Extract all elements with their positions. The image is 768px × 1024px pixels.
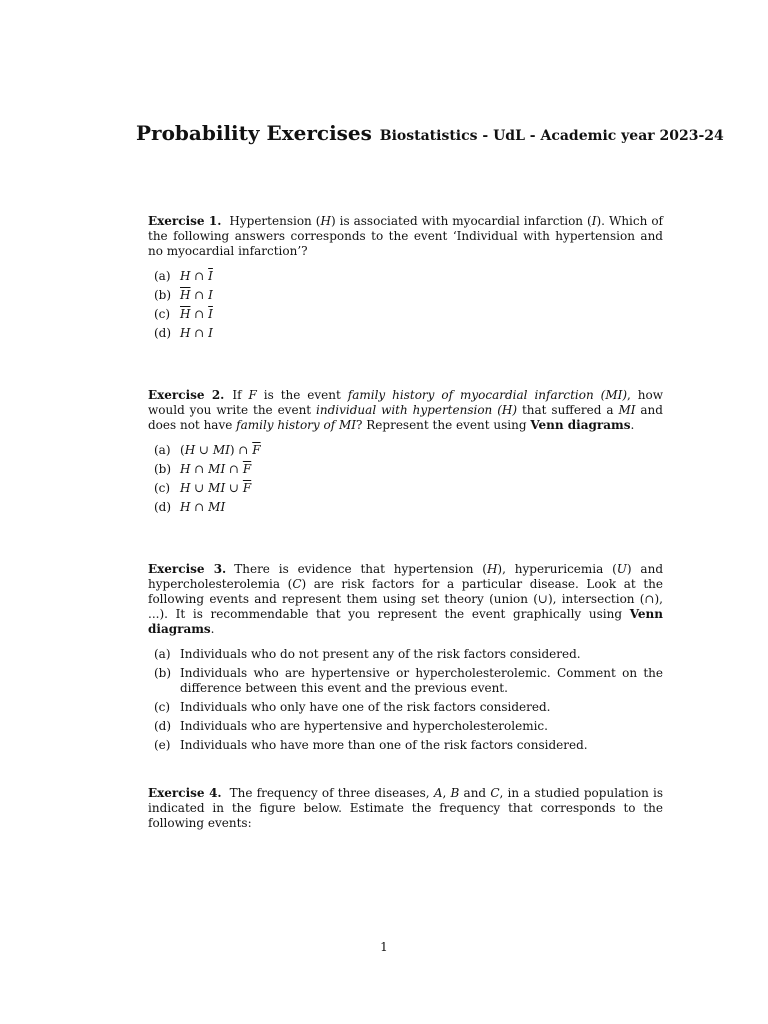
exercise-4	[148, 786, 663, 831]
text-emphasis: individual with hypertension (	[316, 403, 502, 417]
math-op: ) ∩	[229, 443, 253, 457]
text-run: ,	[442, 786, 451, 800]
text-run: , in a studied population is indicated in the figure below. Estimate the frequency that corresponds to the following events:	[148, 786, 664, 830]
keyword-bold: Venn diagrams	[530, 418, 631, 432]
exercise-3	[148, 562, 663, 757]
option-item	[148, 719, 663, 734]
math-var: MI	[212, 443, 230, 457]
option-label: (d)	[154, 326, 172, 340]
option-label: (a)	[154, 269, 171, 283]
exercise-2-options	[148, 443, 663, 515]
exercise-2-heading: Exercise 2.	[148, 388, 225, 402]
exercise-4-heading: Exercise 4.	[148, 786, 222, 800]
option-item	[148, 666, 663, 696]
math-var: MI	[208, 462, 226, 476]
exercise-3-options	[148, 647, 663, 753]
text-run: ). Which of the following answers corresponds to the event ‘Individual with hypertension and no myocardial infarction’?	[148, 214, 663, 258]
math-var: MI	[338, 418, 357, 432]
math-var-complement: $\overline{I}$	[208, 307, 213, 321]
option-label: (b)	[154, 462, 172, 476]
math-var: MI	[208, 481, 226, 495]
math-var: C	[490, 786, 500, 800]
text-emphasis: family history of myocardial infarction (	[347, 388, 606, 402]
option-math	[180, 269, 663, 284]
text-run: ) are risk factors for a particular disease. Look at the following events and represent them using set theory (union (∪), intersection (∩), ...). It is recommendable that you represent the event graphically using	[148, 577, 663, 621]
math-var: MI	[618, 403, 636, 417]
option-label: (c)	[154, 307, 171, 321]
math-var: H	[501, 403, 513, 417]
math-var: U	[616, 562, 627, 576]
option-math	[180, 307, 663, 322]
math-var: H	[180, 481, 191, 495]
math-var: MI	[208, 500, 226, 514]
text-run: that suffered a	[517, 403, 619, 417]
text-emphasis: )	[512, 403, 518, 417]
option-item	[148, 443, 663, 458]
option-text: Individuals who do not present any of the risk factors considered.	[180, 647, 581, 661]
exercise-3-statement	[148, 562, 663, 637]
text-run: The frequency of three diseases,	[229, 786, 434, 800]
text-run: and does not have	[148, 403, 663, 432]
math-var-complement: $\overline{F}$	[242, 481, 252, 495]
math-var: H	[320, 214, 331, 228]
exercise-1-heading: Exercise 1.	[148, 214, 222, 228]
option-label: (b)	[154, 288, 172, 302]
math-var: H	[180, 462, 191, 476]
math-op: ∩	[190, 326, 209, 340]
math-op: ∩	[190, 269, 209, 283]
option-text: Individuals who are hypertensive or hypercholesterolemic. Comment on the difference between this event and the previous event.	[180, 666, 663, 695]
math-op: ∩	[190, 462, 209, 476]
math-var-complement: $\overline{H}$	[180, 288, 191, 302]
option-math	[180, 288, 663, 303]
option-item	[148, 307, 663, 322]
math-var-complement: $\overline{F}$	[252, 443, 261, 457]
text-run: , how would you write the event	[148, 388, 664, 417]
text-run: ) is associated with myocardial infarction (	[330, 214, 592, 228]
option-item	[148, 500, 663, 515]
exercise-1-options	[148, 269, 663, 341]
math-op: (	[180, 443, 185, 457]
text-emphasis: )	[622, 388, 628, 402]
option-label: (e)	[154, 738, 171, 752]
text-run: ) and hypercholesterolemia (	[148, 562, 663, 591]
option-item	[148, 326, 663, 341]
page-number: 1	[380, 940, 388, 954]
math-var-complement: $\overline{I}$	[208, 269, 213, 283]
option-text: Individuals who are hypertensive and hypercholesterolemic.	[180, 719, 548, 733]
exercise-1-statement	[148, 214, 663, 259]
option-item	[148, 481, 663, 496]
math-var: H	[184, 443, 196, 457]
title-subtitle: Biostatistics - UdL - Academic year 2023-24	[379, 128, 724, 144]
exercise-2-statement	[148, 388, 663, 433]
title-main: Probability Exercises	[136, 121, 372, 145]
keyword-bold: Venn diagrams	[148, 607, 663, 636]
text-run: There is evidence that hypertension (	[234, 562, 487, 576]
math-var: B	[450, 786, 460, 800]
text-run: If	[232, 388, 249, 402]
option-item	[148, 288, 663, 303]
text-run: and	[459, 786, 491, 800]
math-var: MI	[605, 388, 623, 402]
option-label: (c)	[154, 700, 171, 714]
math-var: H	[486, 562, 498, 576]
option-label: (b)	[154, 666, 172, 680]
math-op: ∩	[190, 307, 209, 321]
option-math	[180, 462, 663, 477]
exercise-3-heading: Exercise 3.	[148, 562, 227, 576]
option-label: (d)	[154, 500, 172, 514]
math-var: F	[248, 388, 257, 402]
math-op: ∩	[190, 288, 209, 302]
option-math	[180, 481, 663, 496]
text-run: is the event	[256, 388, 348, 402]
math-var: I	[208, 326, 213, 340]
text-run: Hypertension (	[229, 214, 321, 228]
math-op: ∩	[225, 462, 243, 476]
math-op: ∩	[190, 500, 209, 514]
math-var: H	[180, 269, 191, 283]
option-text: Individuals who only have one of the risk factors considered.	[180, 700, 551, 714]
option-label: (c)	[154, 481, 171, 495]
math-var: A	[433, 786, 443, 800]
option-math	[180, 443, 663, 458]
math-var: C	[292, 577, 302, 591]
option-label: (d)	[154, 719, 172, 733]
exercise-2	[148, 388, 663, 519]
math-var-complement: $\overline{H}$	[180, 307, 191, 321]
option-label: (a)	[154, 443, 171, 457]
math-op: ∪	[195, 443, 213, 457]
math-var-complement: $\overline{F}$	[242, 462, 252, 476]
text-run: .	[630, 418, 635, 432]
math-var: H	[180, 500, 191, 514]
option-item	[148, 700, 663, 715]
text-run: .	[210, 622, 215, 636]
math-op: ∪	[190, 481, 209, 495]
text-emphasis: family history of	[236, 418, 339, 432]
option-item	[148, 738, 663, 753]
option-item	[148, 462, 663, 477]
math-op: ∪	[225, 481, 243, 495]
math-var: H	[180, 326, 191, 340]
option-text: Individuals who have more than one of the risk factors considered.	[180, 738, 588, 752]
page-title	[136, 121, 724, 145]
option-math	[180, 326, 663, 341]
math-var: I	[208, 288, 213, 302]
option-label: (a)	[154, 647, 171, 661]
option-item	[148, 647, 663, 662]
math-var: I	[591, 214, 597, 228]
exercise-4-statement	[148, 786, 663, 831]
text-run: ? Represent the event using	[356, 418, 531, 432]
text-run: ), hyperuricemia (	[497, 562, 617, 576]
option-item	[148, 269, 663, 284]
option-math	[180, 500, 663, 515]
exercise-1	[148, 214, 663, 345]
